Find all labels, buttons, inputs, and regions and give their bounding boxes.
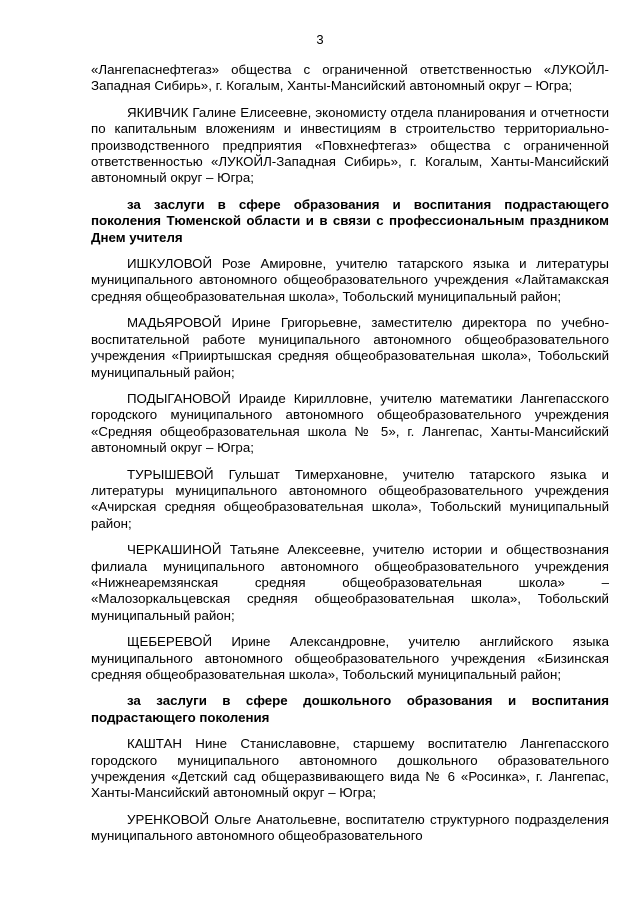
page-number: 3 xyxy=(316,32,324,47)
paragraph-podyganova: ПОДЫГАНОВОЙ Ираиде Кирилловне, учителю математики Лангепасского городского муниципального автономного общеобразовательного учреждения «Средняя общеобразовательная школа № 5», г. Лангепас, Ханты-Мансийский автономный округ – Югра; xyxy=(91,390,609,456)
paragraph-madyarova: МАДЬЯРОВОЙ Ирине Григорьевне, заместителю директора по учебно-воспитательной работе муниципального автономного общеобразовательного учреждения «Прииртышская средняя общеобразовательная школа», Тобольский муниципальный район; xyxy=(91,315,609,380)
paragraph-turysheva: ТУРЫШЕВОЙ Гульшат Тимерхановне, учителю татарского языка и литературы муниципального автономного общеобразовательного учреждения «Ачирская средняя общеобразовательная школа», Тобольский муниципальный район; xyxy=(91,466,609,531)
paragraph-shchebereva: ЩЕБЕРЕВОЙ Ирине Александровне, учителю английского языка муниципального автономного общеобразовательного учреждения «Бизинская средняя общеобразовательная школа», Тобольский муниципальный район; xyxy=(91,634,609,682)
section-heading-education: за заслуги в сфере образования и воспитания подрастающего поколения Тюменской области и в связи с профессиональным праздником Днем учителя xyxy=(91,196,609,245)
paragraph-yakivchik: ЯКИВЧИК Галине Елисеевне, экономисту отдела планирования и отчетности по капитальным вложениям и инвестициям в строительство территориально-производственного предприятия «Повхнефтегаз» общества с ограниченной ответственностью «ЛУКОЙЛ-Западная Сибирь», г. Когалым, Ханты-Мансийский автономный округ – Югра; xyxy=(91,104,609,186)
paragraph-cherkashina: ЧЕРКАШИНОЙ Татьяне Алексеевне, учителю истории и обществознания филиала муниципального автономного общеобразовательного учреждения «Нижнеаремзянская средняя общеобразовательная школа» – «Малозоркальцевская средняя общеобразовательная школа», Тобольский муниципальный район; xyxy=(91,542,609,623)
paragraph-continuation: «Лангепаснефтегаз» общества с ограниченной ответственностью «ЛУКОЙЛ-Западная Сибирь», г. Когалым, Ханты-Мансийский автономный округ – Югра; xyxy=(91,62,609,94)
section-heading-preschool: за заслуги в сфере дошкольного образования и воспитания подрастающего поколения xyxy=(91,693,609,725)
paragraph-ishkulova: ИШКУЛОВОЙ Розе Амировне, учителю татарского языка и литературы муниципального автономного общеобразовательного учреждения «Лайтамакская средняя общеобразовательная школа», Тобольский муниципальный район; xyxy=(91,256,609,304)
paragraph-urenkova: УРЕНКОВОЙ Ольге Анатольевне, воспитателю структурного подразделения муниципального автономного общеобразовательного xyxy=(91,811,609,844)
paragraph-kashtan: КАШТАН Нине Станиславовне, старшему воспитателю Лангепасского городского муниципального автономного дошкольного образовательного учреждения «Детский сад общеразвивающего вида № 6 «Росинка», г. Лангепас, Ханты-Мансийский автономный округ – Югра; xyxy=(91,736,609,801)
document-body xyxy=(91,62,609,855)
